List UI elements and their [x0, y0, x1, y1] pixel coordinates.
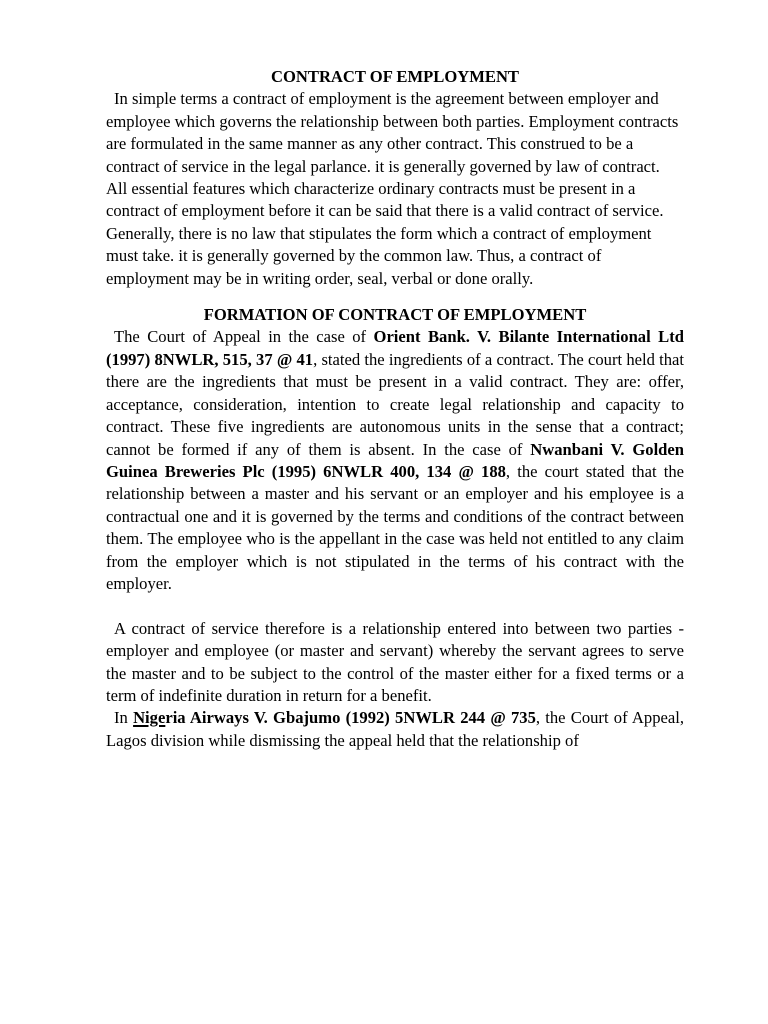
document-page: [106, 66, 684, 752]
nigeria-airways-paragraph: [106, 707, 684, 752]
contract-of-service-paragraph: A contract of service therefore is a relationship entered into between two parties - employer and employee (or master and servant) whereby the servant agrees to serve the master and to be subject to the control of the master either for a fixed terms or a term of indefinite duration in return for a benefit.: [106, 618, 684, 705]
text-segment: , stated the ingredients of a contract. The court held that there are the ingredients that must be present in a valid contract. They are: offer, acceptance, consideration, intention to create legal relationship and capacity to contract. These five ingredients are autonomous units in the sense that a contract; cannot be formed if any of them is absent. In the case of: [106, 349, 684, 459]
heading-contract-of-employment: CONTRACT OF EMPLOYMENT: [271, 67, 519, 86]
case-citation-nigeria-airways: [133, 708, 536, 727]
underlined-fragment: Nige: [133, 708, 166, 728]
paragraph-gap: [106, 595, 684, 617]
text-segment: , the Court of Appeal, Lagos division while dismissing the appeal held that the relationship of: [106, 708, 684, 750]
text-segment: In: [114, 708, 134, 728]
text-segment: , the court stated that the relationship between a master and his servant or an employer and his employee is a contractual one and it is governed by the terms and conditions of the contract between them. The employee who is the appellant in the case was held not entitled to any claim from the employer which is not stipulated in the terms of his contract with the employer.: [106, 461, 684, 593]
case-citation-nwanbani: Nwanbani V. Golden Guinea Breweries Plc (1995) 6NWLR 400, 134 @ 188: [106, 439, 684, 481]
formation-paragraph: [106, 326, 684, 595]
intro-paragraph: In simple terms a contract of employment is the agreement between employer and employee which governs the relationship between both parties. Employment contracts are formulated in the same manner as any other contract. This construed to be a contract of service in the legal parlance. it is generally governed by law of contract. All essential features which characterize ordinary contracts must be present in a contract of employment before it can be said that there is a valid contract of service. Generally, there is no law that stipulates the form which a contract of employment must take. it is generally governed by the common law. Thus, a contract of employment may be in writing order, seal, verbal or done orally.: [106, 89, 679, 288]
case-citation-rest: ria Airways V. Gbajumo (1992) 5NWLR 244 @ 735: [165, 708, 536, 728]
case-citation-orient-bank: Orient Bank. V. Bilante International Ltd (1997) 8NWLR, 515, 37 @ 41: [106, 327, 684, 369]
heading-formation: FORMATION OF CONTRACT OF EMPLOYMENT: [203, 305, 587, 325]
text-segment: The Court of Appeal in the case of: [114, 327, 374, 347]
